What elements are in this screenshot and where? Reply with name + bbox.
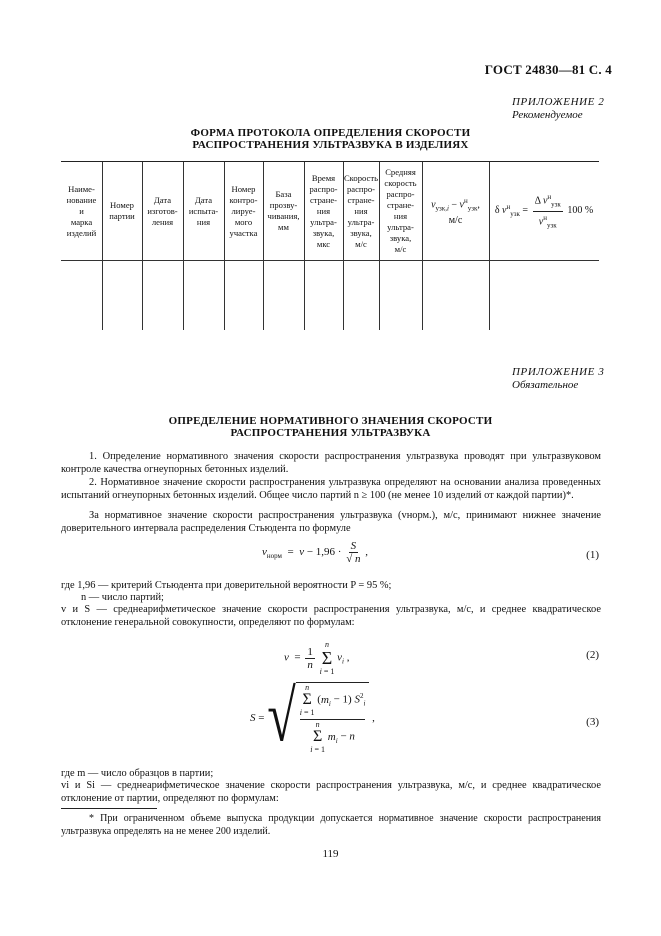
equation-1: $v_{норм} = v - 1,96$ · $\frac{S}{√ n}$ , — [262, 540, 368, 565]
col-product-name: Наиме- нование и марка изделий — [66, 183, 97, 238]
where-4: где m — число образцов в партии; — [61, 768, 214, 779]
form-title-line1: ФОРМА ПРОТОКОЛА ОПРЕДЕЛЕНИЯ СКОРОСТИ — [190, 127, 471, 139]
where-2: n — число партий; — [81, 592, 164, 603]
equation-2: v = $\frac{1}{n}$ n Σ i = 1 $v_i$ , — [284, 640, 350, 676]
paragraph-3: За нормативное значение скорости распространения ультразвука (vнорм.), м/с, принимают нижнее значение доверительного интервала распределения Стьюдента по формуле — [61, 510, 601, 534]
paragraph-2: 2. Нормативное значение скорости распространения ультразвука определяют на основании анализа проведенных испытаний огнеупорных бетонных изделий. Общее число партий n ≥ 100 (не менее 10 изделий от каждой партии)*. — [61, 477, 601, 501]
footnote-separator — [61, 808, 157, 809]
col-relative-deviation-suffix: 100 % — [567, 205, 594, 217]
appendix-3-heading — [0, 415, 661, 439]
form-title — [0, 127, 661, 151]
where-1: где 1,96 — критерий Стьюдента при доверительной вероятности P = 95 %; — [61, 580, 392, 591]
heading-line1: ОПРЕДЕЛЕНИЕ НОРМАТИВНОГО ЗНАЧЕНИЯ СКОРОСТИ — [168, 415, 493, 427]
protocol-form-table — [61, 161, 599, 330]
paragraph-1: 1. Определение нормативного значения скорости распространения ультразвука проводят при ультразвуковом контроле качества огнеупорных бетонных изделий. — [61, 451, 601, 475]
where-3: v и S — среднеарифметическое значение скорости распространения ультразвука, м/с, и среднее квадратическое отклонение генеральной совокупности, определяют по формулам: — [61, 604, 601, 628]
equation-3-number: (3) — [586, 716, 599, 728]
col-speed-difference: $v_{узк,i} - v^н_{узк}$, м/с — [431, 197, 480, 226]
col-section-number: Номер контро- лируе- мого участка — [229, 183, 258, 238]
col-propagation-speed: Скорость распро- стране- ния ультра- звука, м/с — [343, 172, 379, 249]
col-test-date: Дата испыта- ния — [188, 194, 219, 227]
page-number: 119 — [322, 848, 339, 860]
col-mean-speed: Средняя скорость распро- стране- ния ультра- звука, м/с — [384, 167, 417, 254]
appendix-2-title: ПРИЛОЖЕНИЕ 2 — [512, 96, 605, 108]
appendix-2-label — [512, 96, 604, 122]
appendix-3-label — [512, 366, 604, 392]
col-propagation-time: Время распро- стране- ния ультра- звука, мкс — [309, 172, 338, 249]
equation-2-number: (2) — [586, 649, 599, 661]
col-manufacture-date: Дата изготов- ления — [147, 194, 178, 227]
col-speed-difference-unit: м/с — [448, 214, 463, 226]
appendix-3-status: Обязательное — [512, 379, 579, 391]
equation-1-number: (1) — [586, 549, 599, 561]
where-5: vi и Si — среднеарифметическое значение скорости распространения ультразвука, м/с, и среднее квадратическое отклонение от партии, определяют по формулам: — [61, 780, 601, 804]
col-batch-number: Номер партии — [109, 200, 135, 221]
gost-header: ГОСТ 24830—81 С. 4 — [484, 62, 612, 77]
appendix-2-status: Рекомендуемое — [512, 109, 583, 121]
equation-3: S = √ n Σ i = 1 $(m_i - 1)$ $S^2_i$ n Σ i = 1 $m_i - n$ , — [250, 677, 375, 758]
col-sounding-base: База прозву- чивания, мм — [267, 189, 300, 232]
form-title-line2: РАСПРОСТРАНЕНИЯ УЛЬТРАЗВУКА В ИЗДЕЛИЯХ — [192, 139, 469, 151]
footnote: * При ограниченном объеме выпуска продукции допускается нормативное значение скорости распространения ультразвука определять на не менее 200 изделий. — [61, 813, 601, 837]
appendix-3-title: ПРИЛОЖЕНИЕ 3 — [512, 366, 605, 378]
heading-line2: РАСПРОСТРАНЕНИЯ УЛЬТРАЗВУКА — [230, 427, 431, 439]
col-relative-deviation: δ $v^н_{узк}$ = $\frac{\Delta v^н_{узк}}{v^н_{узк}}$ 100 % — [494, 193, 594, 229]
